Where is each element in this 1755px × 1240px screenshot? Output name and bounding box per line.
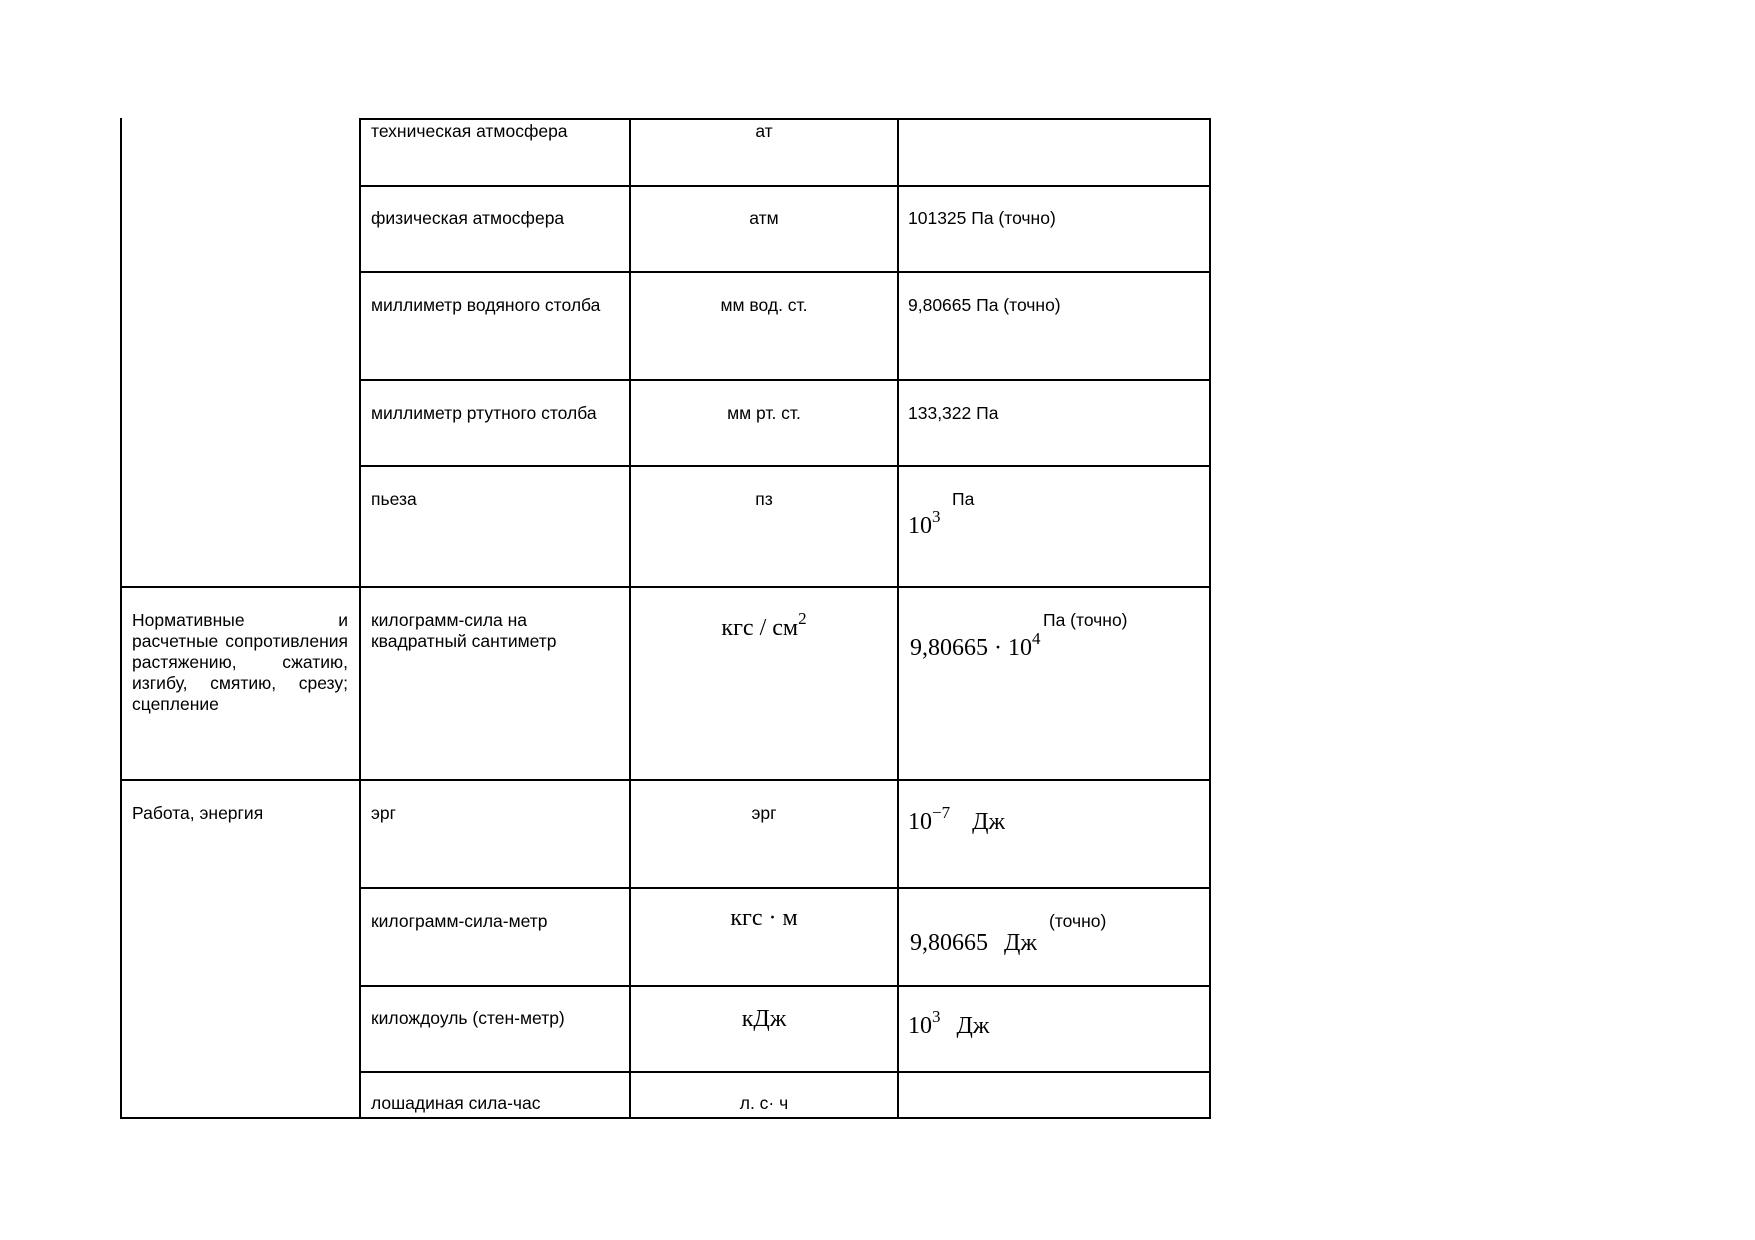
table-rule xyxy=(359,465,1211,467)
unit-name-cell: лошадиная сила-час xyxy=(371,1093,541,1113)
conversion-value-formula xyxy=(908,803,1006,836)
formula-exponent: 3 xyxy=(932,507,941,526)
conversion-value-unit: Па xyxy=(952,489,975,509)
unit-name-cell: килождоуль (стен-метр) xyxy=(371,1008,565,1028)
unit-name-cell: пьеза xyxy=(371,489,417,509)
conversion-value-note: Па (точно) xyxy=(1043,610,1128,630)
formula-exponent: 2 xyxy=(798,609,807,628)
table-rule xyxy=(359,271,1211,273)
table-border-left xyxy=(120,118,122,1119)
table-rule xyxy=(359,118,1211,120)
formula-exponent: 3 xyxy=(932,1007,941,1026)
table-rule xyxy=(359,887,1211,889)
formula-unit: Дж xyxy=(972,809,1006,835)
quantity-cell: Нормативные и расчетные сопротивления растяжению, сжатию, изгибу, смятию, срезу; сцепление xyxy=(132,610,348,714)
conversion-value-cell: 9,80665 Па (точно) xyxy=(908,295,1061,315)
conversion-value-formula xyxy=(908,507,941,540)
formula-unit: Дж xyxy=(1004,930,1037,956)
formula-base: 10 xyxy=(908,1013,932,1039)
unit-symbol-cell: пз xyxy=(755,489,773,509)
formula-unit: Дж xyxy=(956,1013,990,1039)
formula-base: 9,80665 xyxy=(910,930,988,956)
conversion-value-formula xyxy=(908,1007,990,1040)
unit-symbol-formula xyxy=(631,609,897,642)
conversion-value-formula xyxy=(910,929,1037,957)
table-rule xyxy=(120,779,1211,781)
conversion-value-formula xyxy=(910,629,1041,662)
table-divider-col3 xyxy=(897,118,899,1119)
unit-symbol-cell: мм рт. ст. xyxy=(727,403,801,423)
unit-name-cell: миллиметр водяного столба xyxy=(371,295,601,315)
table-rule xyxy=(359,985,1211,987)
conversion-value-note: (точно) xyxy=(1049,911,1107,931)
formula-base: кгс / см xyxy=(721,615,799,641)
formula-exponent: 4 xyxy=(1032,629,1041,648)
unit-name-cell: килограмм-сила на квадратный сантиметр xyxy=(371,610,557,651)
unit-symbol-cell: мм вод. ст. xyxy=(720,295,808,315)
conversion-value-cell: 133,322 Па xyxy=(908,403,999,423)
unit-name-cell: килограмм-сила-метр xyxy=(371,911,548,931)
unit-name-cell: эрг xyxy=(371,803,397,823)
formula-base: 9,80665 · 10 xyxy=(910,635,1032,661)
unit-symbol-cell: эрг xyxy=(751,803,777,823)
unit-symbol-formula: кгс · м xyxy=(730,905,798,931)
table-rule xyxy=(359,1071,1211,1073)
formula-base: 10 xyxy=(908,809,932,835)
table-border-right xyxy=(1209,118,1211,1119)
unit-name-cell: техническая атмосфера xyxy=(371,121,568,141)
table-border-bottom xyxy=(120,1117,1211,1119)
table-rule xyxy=(120,586,1211,588)
unit-symbol-cell: атм xyxy=(749,208,779,228)
formula-exponent: −7 xyxy=(932,803,951,822)
unit-symbol-cell: ат xyxy=(755,121,773,141)
conversion-value-cell: 101325 Па (точно) xyxy=(908,208,1056,228)
quantity-cell: Работа, энергия xyxy=(132,803,264,823)
table-divider-col1 xyxy=(359,118,361,1119)
table-rule xyxy=(359,379,1211,381)
unit-name-cell: физическая атмосфера xyxy=(371,208,565,228)
formula-base: 10 xyxy=(908,513,932,539)
unit-symbol-cell: л. с· ч xyxy=(739,1093,789,1113)
unit-name-cell: миллиметр ртутного столба xyxy=(371,403,597,423)
unit-symbol-formula: кДж xyxy=(741,1006,787,1032)
table-rule xyxy=(359,185,1211,187)
